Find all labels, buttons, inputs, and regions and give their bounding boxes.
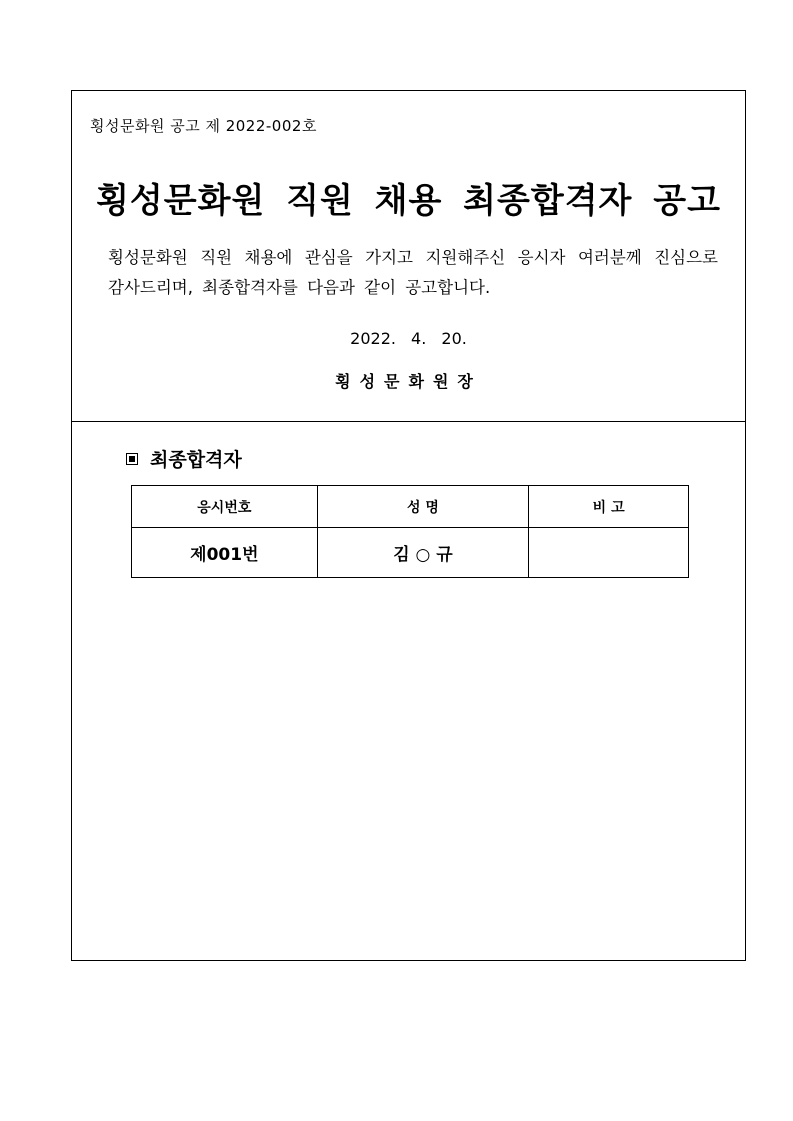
cell-remarks: [529, 528, 689, 578]
notice-document: [71, 90, 746, 961]
section-heading: [126, 445, 242, 472]
header-remarks: 비 고: [529, 486, 689, 528]
section-divider: [72, 421, 745, 422]
notice-body-line-1: 횡성문화원 직원 채용에 관심을 가지고 지원해주신 응시자 여러분께 진심으로: [108, 248, 718, 267]
section-heading-label: 최종합격자: [150, 449, 242, 471]
square-bullet-icon: [126, 453, 138, 465]
notice-body-line-2: 감사드리며, 최종합격자를 다음과 같이 공고합니다.: [108, 278, 491, 297]
notice-date: 2022. 4. 20.: [350, 329, 467, 348]
table-row: [132, 528, 689, 578]
notice-signer: 횡성문화원장: [335, 372, 482, 391]
final-candidates-table: [131, 485, 689, 578]
notice-body: [108, 243, 718, 303]
page-title: 횡성문화원 직원 채용 최종합격자 공고: [96, 181, 721, 221]
cell-exam-number: 제001번: [132, 528, 318, 578]
header-exam-number: 응시번호: [132, 486, 318, 528]
cell-name: 김 ○ 규: [317, 528, 529, 578]
table-header-row: [132, 486, 689, 528]
header-name: 성 명: [317, 486, 529, 528]
notice-number: 횡성문화원 공고 제 2022-002호: [90, 117, 317, 135]
